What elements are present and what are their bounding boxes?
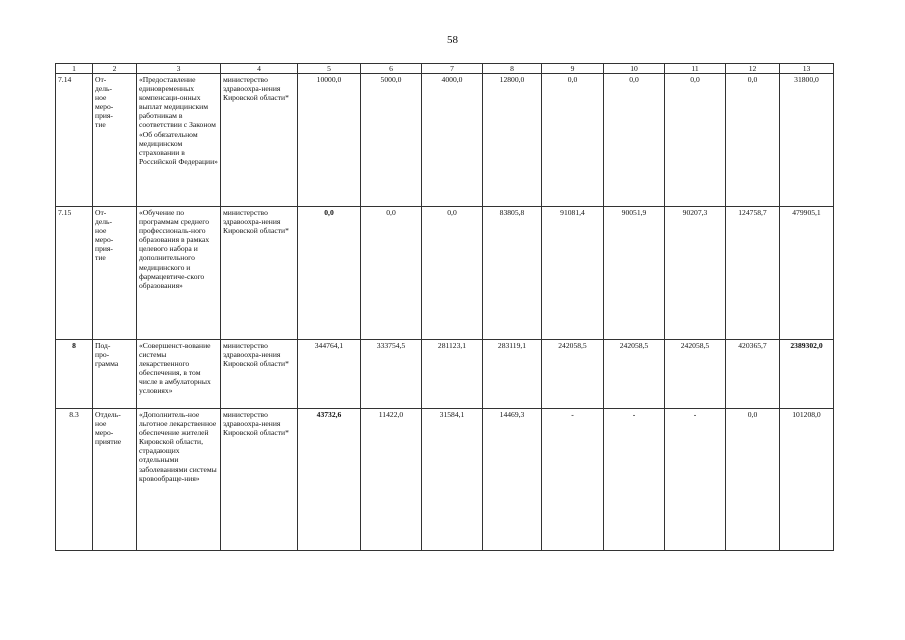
row-type: От- дель- ное меро- прия- тие [93,74,137,207]
value-cell: 14469,3 [483,409,542,551]
value-cell: 0,0 [726,409,780,551]
row-number: 8.3 [56,409,93,551]
value-cell: 344764,1 [298,340,361,409]
column-header: 13 [780,64,834,74]
column-header: 3 [137,64,221,74]
row-type: Под- про- грамма [93,340,137,409]
column-header: 9 [542,64,604,74]
row-executor: министерство здравоохра-нения Кировской области* [221,340,298,409]
budget-table [55,63,834,551]
value-cell: 281123,1 [422,340,483,409]
column-header: 2 [93,64,137,74]
value-cell: 31584,1 [422,409,483,551]
value-cell: 11422,0 [361,409,422,551]
column-header: 6 [361,64,422,74]
value-cell: 242058,5 [604,340,665,409]
row-name: «Дополнитель-ное льготное лекарственное обеспечение жителей Кировской области, страдающих отдельными заболеваниями системы кровообраще-ния» [137,409,221,551]
row-executor: министерство здравоохра-нения Кировской области* [221,74,298,207]
value-cell: 5000,0 [361,74,422,207]
value-cell: 0,0 [542,74,604,207]
value-cell: - [604,409,665,551]
value-cell: 0,0 [361,207,422,340]
table-row [56,74,834,207]
row-name: «Совершенст-вование системы лекарственного обеспечения, в том числе в амбулаторных условиях» [137,340,221,409]
value-cell: 0,0 [665,74,726,207]
row-number: 7.15 [56,207,93,340]
value-cell: 10000,0 [298,74,361,207]
value-cell: 91081,4 [542,207,604,340]
value-cell: 4000,0 [422,74,483,207]
total-cell: 2389302,0 [780,340,834,409]
value-cell: 0,0 [422,207,483,340]
total-cell: 479905,1 [780,207,834,340]
value-cell: 0,0 [298,207,361,340]
value-cell: 242058,5 [542,340,604,409]
page-number: 58 [447,34,458,46]
table-row [56,207,834,340]
column-header: 11 [665,64,726,74]
total-cell: 101208,0 [780,409,834,551]
value-cell: 333754,5 [361,340,422,409]
row-executor: министерство здравоохра-нения Кировской области* [221,207,298,340]
column-header: 7 [422,64,483,74]
value-cell: - [542,409,604,551]
row-type: От- дель- ное меро- прия- тие [93,207,137,340]
column-header: 8 [483,64,542,74]
row-number: 7.14 [56,74,93,207]
value-cell: 124758,7 [726,207,780,340]
value-cell: 90207,3 [665,207,726,340]
value-cell: 90051,9 [604,207,665,340]
value-cell: 12800,0 [483,74,542,207]
value-cell: 43732,6 [298,409,361,551]
value-cell: 242058,5 [665,340,726,409]
value-cell: 0,0 [726,74,780,207]
value-cell: - [665,409,726,551]
table-row [56,409,834,551]
row-number: 8 [56,340,93,409]
column-header: 1 [56,64,93,74]
row-name: «Предоставление единовременных компенсаци-онных выплат медицинским работникам в соответствии с Законом «Об обязательном медицинском страховании в Российской Федерации» [137,74,221,207]
column-header: 12 [726,64,780,74]
column-header: 10 [604,64,665,74]
column-header: 4 [221,64,298,74]
row-type: Отдель- ное меро- приятие [93,409,137,551]
value-cell: 283119,1 [483,340,542,409]
value-cell: 83805,8 [483,207,542,340]
value-cell: 0,0 [604,74,665,207]
total-cell: 31800,0 [780,74,834,207]
row-executor: министерство здравоохра-нения Кировской области* [221,409,298,551]
header-row [56,64,834,74]
table-row [56,340,834,409]
column-header: 5 [298,64,361,74]
value-cell: 420365,7 [726,340,780,409]
row-name: «Обучение по программам среднего профессиональ-ного образования в рамках целевого набора и дополнительного медицинского и фармацевтиче-ского образования» [137,207,221,340]
